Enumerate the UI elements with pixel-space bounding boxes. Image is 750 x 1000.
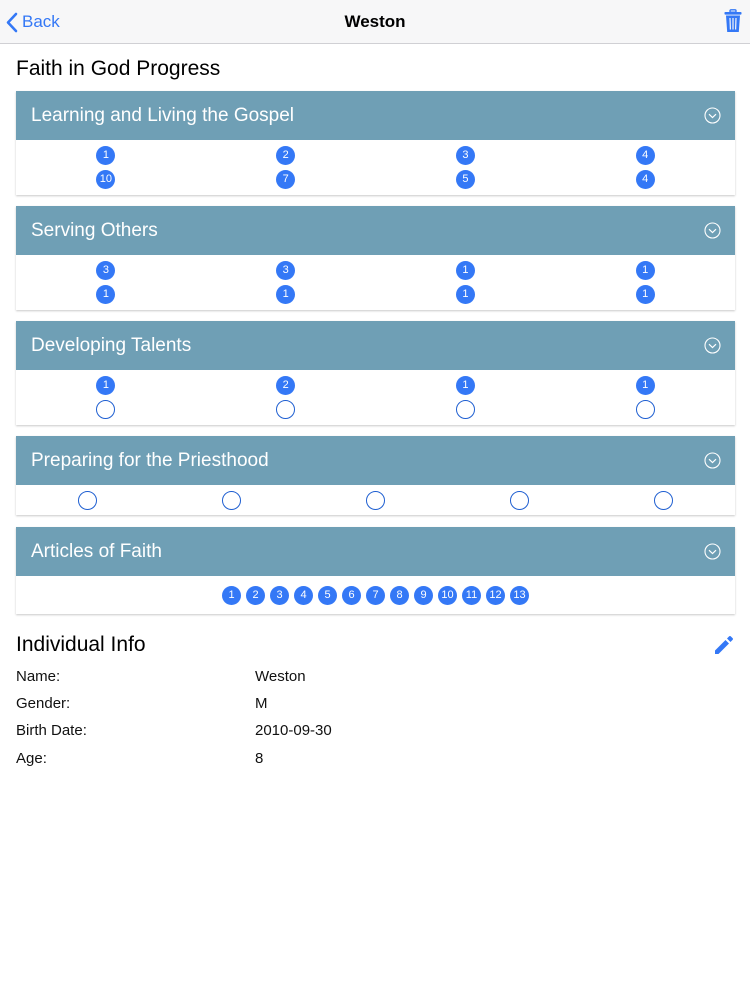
empty-checkbox[interactable]	[654, 491, 673, 510]
empty-checkbox[interactable]	[636, 400, 655, 419]
article-badge[interactable]: 4	[294, 586, 313, 605]
info-label: Age:	[16, 750, 47, 767]
article-badge[interactable]: 12	[486, 586, 505, 605]
article-badge[interactable]: 1	[222, 586, 241, 605]
article-badge[interactable]: 9	[414, 586, 433, 605]
chevron-down-circle-icon	[704, 222, 721, 239]
group-title: Serving Others	[31, 219, 158, 241]
count-badge[interactable]: 1	[636, 376, 655, 395]
group-preparing-priesthood	[16, 436, 735, 515]
group-title: Learning and Living the Gospel	[31, 104, 295, 126]
count-badge[interactable]: 1	[456, 285, 475, 304]
empty-checkbox[interactable]	[78, 491, 97, 510]
info-label: Birth Date:	[16, 722, 87, 739]
count-badge[interactable]: 4	[636, 146, 655, 165]
group-body	[16, 140, 735, 195]
empty-checkbox[interactable]	[456, 400, 475, 419]
group-header[interactable]	[16, 321, 735, 370]
count-badge[interactable]: 7	[276, 170, 295, 189]
group-body	[16, 370, 735, 425]
count-badge[interactable]: 1	[456, 376, 475, 395]
empty-checkbox[interactable]	[366, 491, 385, 510]
group-body	[16, 485, 735, 515]
group-title: Developing Talents	[31, 334, 192, 356]
count-badge[interactable]: 3	[276, 261, 295, 280]
requirement-row	[16, 282, 735, 306]
count-badge[interactable]: 4	[636, 170, 655, 189]
edit-button[interactable]	[713, 634, 735, 661]
back-label: Back	[22, 12, 60, 31]
chevron-down-circle-icon	[704, 543, 721, 560]
count-badge[interactable]: 1	[636, 261, 655, 280]
group-header[interactable]	[16, 436, 735, 485]
requirement-row	[16, 167, 735, 191]
requirement-row	[16, 143, 735, 167]
info-title: Individual Info	[16, 633, 146, 656]
empty-checkbox[interactable]	[510, 491, 529, 510]
count-badge[interactable]: 3	[456, 146, 475, 165]
group-title: Articles of Faith	[31, 540, 162, 562]
progress-title: Faith in God Progress	[16, 57, 221, 80]
article-badge[interactable]: 13	[510, 586, 529, 605]
empty-checkbox[interactable]	[222, 491, 241, 510]
article-badge[interactable]: 3	[270, 586, 289, 605]
chevron-down-circle-icon	[704, 452, 721, 469]
count-badge[interactable]: 1	[276, 285, 295, 304]
trash-icon	[724, 9, 742, 33]
article-badge[interactable]: 8	[390, 586, 409, 605]
requirement-row	[16, 485, 735, 515]
info-value: Weston	[255, 668, 306, 685]
count-badge[interactable]: 3	[96, 261, 115, 280]
group-title: Preparing for the Priesthood	[31, 449, 269, 471]
article-badge[interactable]: 2	[246, 586, 265, 605]
article-badge[interactable]: 6	[342, 586, 361, 605]
navigation-bar	[0, 0, 750, 44]
count-badge[interactable]: 1	[96, 146, 115, 165]
pencil-icon	[713, 634, 735, 656]
article-badge[interactable]: 10	[438, 586, 457, 605]
group-header[interactable]	[16, 91, 735, 140]
group-articles-of-faith	[16, 527, 735, 614]
chevron-down-circle-icon	[704, 107, 721, 124]
info-label: Name:	[16, 668, 61, 685]
group-body	[16, 255, 735, 310]
count-badge[interactable]: 2	[276, 146, 295, 165]
count-badge[interactable]: 1	[96, 376, 115, 395]
group-learning-and-living	[16, 91, 735, 195]
count-badge[interactable]: 1	[636, 285, 655, 304]
article-badge[interactable]: 5	[318, 586, 337, 605]
delete-button[interactable]	[724, 9, 742, 38]
group-developing-talents	[16, 321, 735, 425]
nav-title: Weston	[344, 12, 406, 31]
count-badge[interactable]: 1	[456, 261, 475, 280]
group-serving-others	[16, 206, 735, 310]
article-badge[interactable]: 7	[366, 586, 385, 605]
count-badge[interactable]: 2	[276, 376, 295, 395]
requirement-row	[16, 373, 735, 397]
empty-checkbox[interactable]	[96, 400, 115, 419]
info-label: Gender:	[16, 695, 71, 712]
info-value: 2010-09-30	[255, 722, 332, 739]
count-badge[interactable]: 10	[96, 170, 115, 189]
count-badge[interactable]: 5	[456, 170, 475, 189]
requirement-row	[16, 258, 735, 282]
chevron-down-circle-icon	[704, 337, 721, 354]
group-header[interactable]	[16, 206, 735, 255]
empty-checkbox[interactable]	[276, 400, 295, 419]
group-header[interactable]	[16, 527, 735, 576]
info-value: 8	[255, 750, 264, 767]
info-value: M	[255, 695, 268, 712]
article-badge[interactable]: 11	[462, 586, 481, 605]
articles-row	[16, 576, 735, 614]
count-badge[interactable]: 1	[96, 285, 115, 304]
requirement-row	[16, 397, 735, 421]
